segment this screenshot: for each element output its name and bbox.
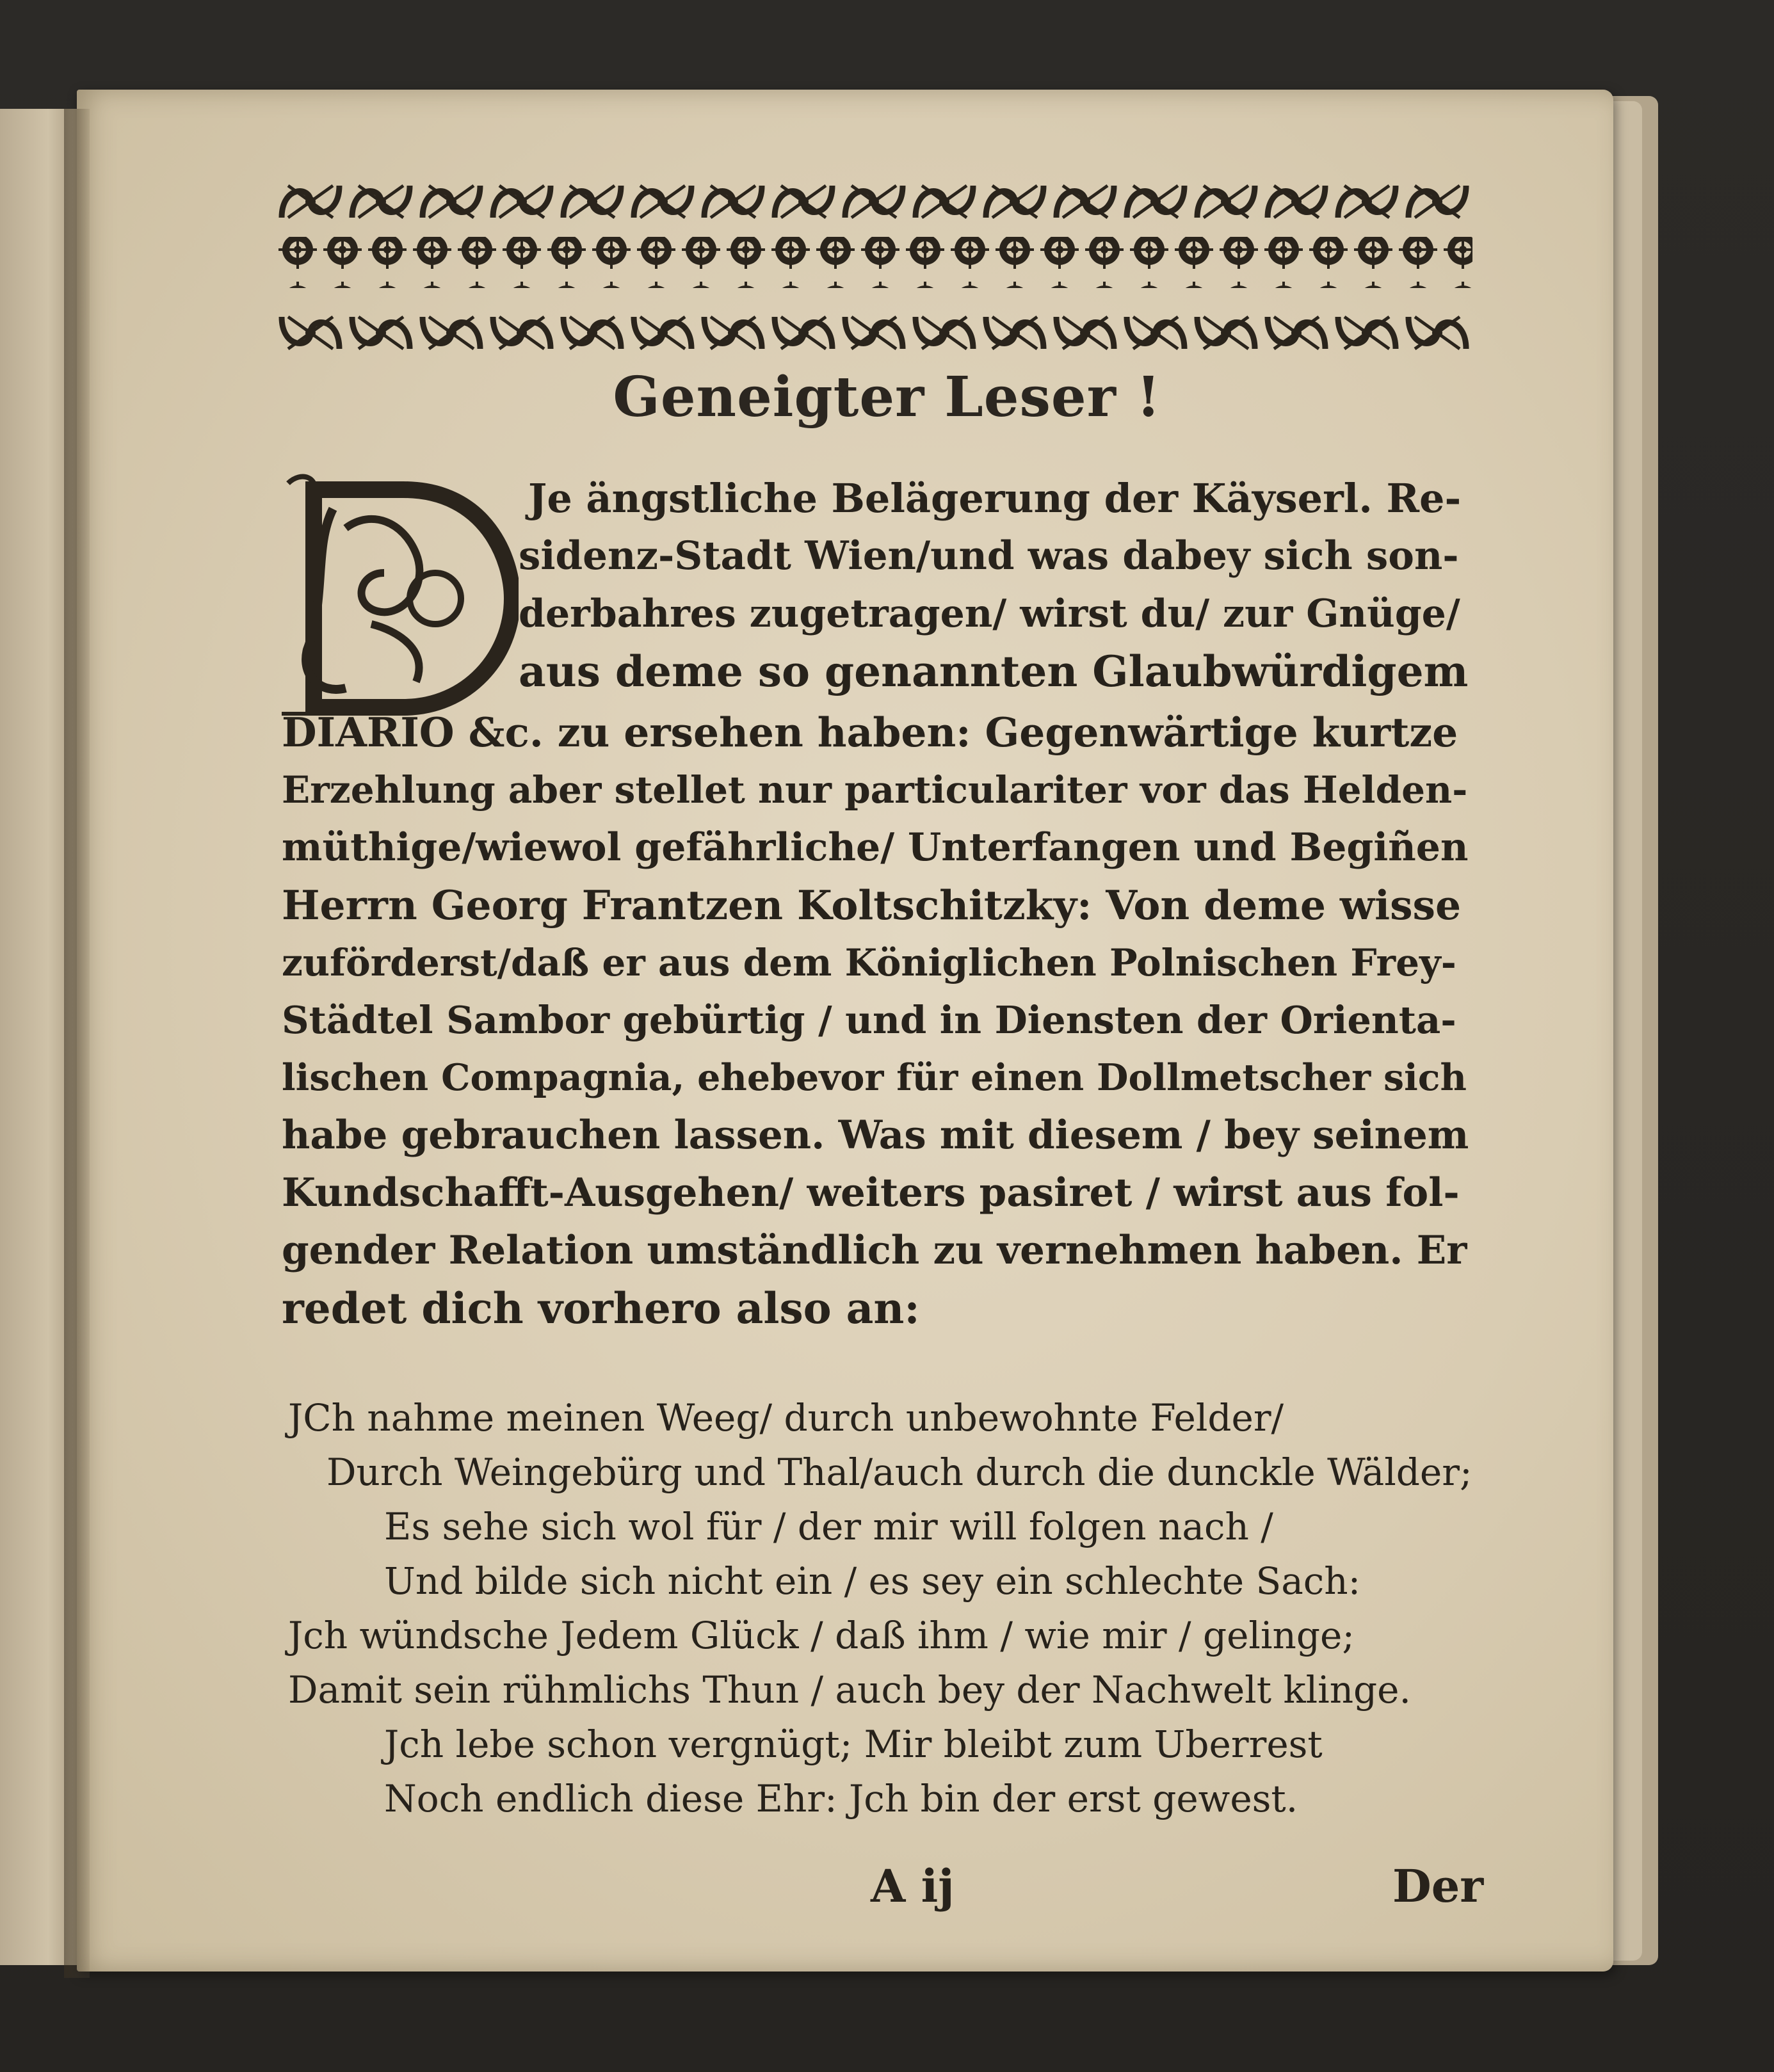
catchword: Der: [1392, 1859, 1484, 1913]
prose-line: habe gebrauchen lassen. Was mit diesem / bey seinem: [282, 1112, 1469, 1158]
signature-mark: A ij: [871, 1859, 955, 1913]
prose-line: derbahres zugetragen/ wirst du/ zur Gnüge/: [519, 591, 1460, 636]
prose-line: Kundschafft-Ausgehen/ weiters pasiret / wirst aus fol-: [282, 1170, 1460, 1216]
decorated-initial-icon: [275, 470, 519, 727]
ornament-band-icon: [275, 173, 1472, 358]
prose-line: aus deme so genannten Glaubwürdigem: [519, 646, 1469, 696]
prose-line: Erzehlung aber stellet nur particulariter vor das Helden-: [282, 768, 1468, 812]
prose-line: müthige/wiewol gefährliche/ Unterfangen und Begiñen: [282, 825, 1469, 870]
prose-line: redet dich vorhero also an:: [282, 1283, 920, 1333]
prose-line: sidenz-Stadt Wien/und was dabey sich son-: [519, 533, 1459, 579]
verse-line: Jch lebe schon vergnügt; Mir bleibt zum Uberrest: [384, 1723, 1323, 1766]
verse-line: Damit sein rühmlichs Thun / auch bey der Nachwelt klinge.: [288, 1668, 1411, 1712]
verse-line: Und bilde sich nicht ein / es sey ein schlechte Sach:: [384, 1559, 1361, 1603]
verse-line: Durch Weingebürg und Thal/auch durch die dunckle Wälder;: [327, 1450, 1472, 1494]
verse-line: Jch wündsche Jedem Glück / daß ihm / wie mir / gelinge;: [288, 1614, 1355, 1657]
verse-line: JCh nahme meinen Weeg/ durch unbewohnte Felder/: [288, 1396, 1284, 1440]
verse-line: Noch endlich diese Ehr: Jch bin der erst gewest.: [384, 1777, 1298, 1820]
prose-line: lischen Compagnia, ehebevor für einen Dollmetscher sich: [282, 1056, 1467, 1099]
prose-line: DIARIO &c. zu ersehen haben: Gegenwärtige kurtze: [282, 709, 1458, 756]
prose-line: Städtel Sambor gebürtig / und in Diensten der Orienta-: [282, 998, 1456, 1042]
prose-line: Herrn Georg Frantzen Koltschitzky: Von deme wisse: [282, 881, 1462, 929]
prose-line: Je ängstliche Belägerung der Käyserl. Re-: [528, 475, 1462, 522]
verse-line: Es sehe sich wol für / der mir will folgen nach /: [384, 1505, 1273, 1548]
prose-line: zuförderst/daß er aus dem Königlichen Polnischen Frey-: [282, 941, 1456, 984]
prose-line: gender Relation umständlich zu vernehmen haben. Er: [282, 1228, 1467, 1273]
page-heading: Geneigter Leser !: [613, 365, 1161, 430]
